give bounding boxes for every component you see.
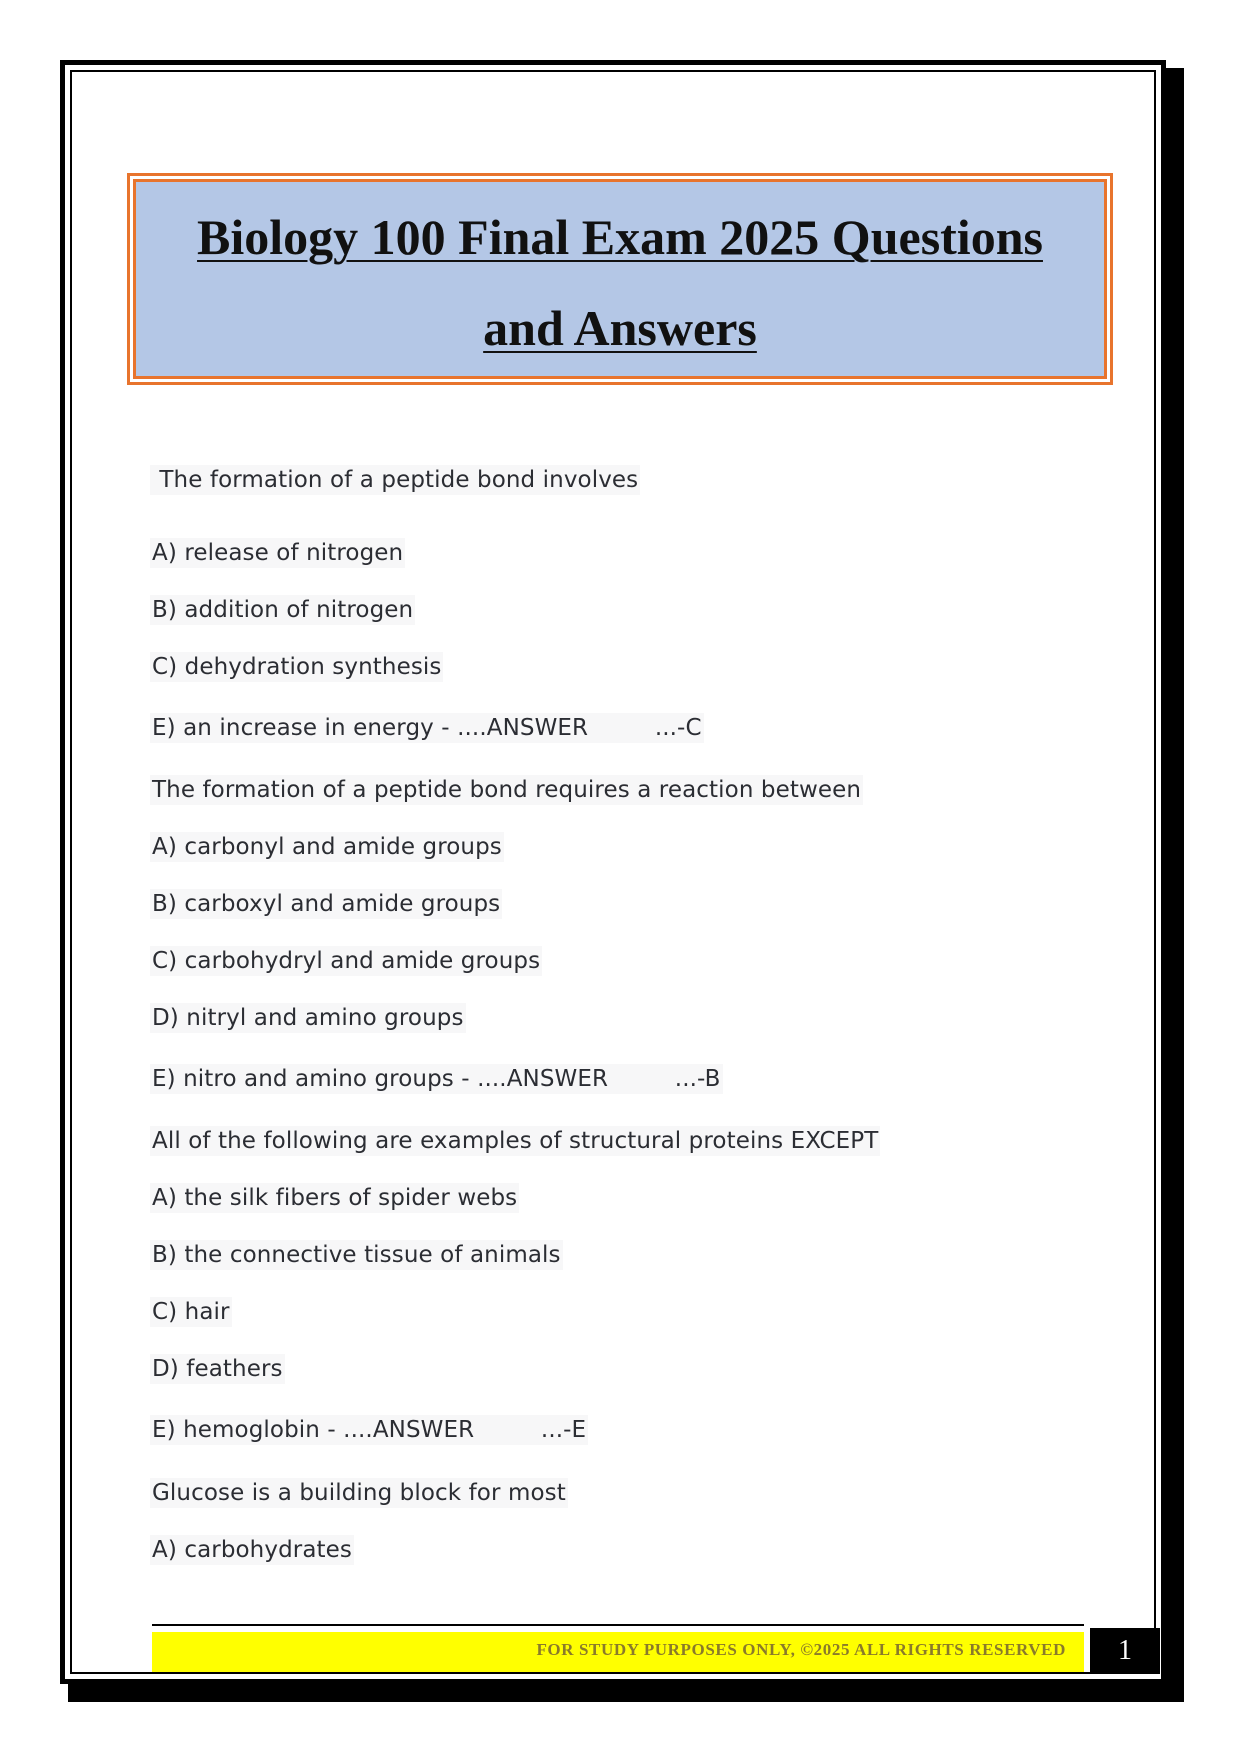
question-3-option-c: C) hair: [152, 1299, 230, 1325]
question-2-answer: E) nitro and amino groups - ....ANSWER ...-B: [152, 1066, 721, 1092]
question-1-option-a: A) release of nitrogen: [152, 540, 404, 566]
footer-bar: [152, 1632, 1084, 1672]
question-2-option-c: C) carbohydryl and amide groups: [152, 948, 541, 974]
question-3-option-d: D) feathers: [152, 1356, 283, 1382]
footer-notice: FOR STUDY PURPOSES ONLY, ©2025 ALL RIGHTS RESERVED: [536, 1640, 1066, 1659]
question-4-option-a: A) carbohydrates: [152, 1537, 352, 1563]
title-banner-inner: [133, 179, 1107, 379]
question-1-option-b: B) addition of nitrogen: [152, 597, 414, 623]
document-title: [136, 182, 1104, 374]
question-1-answer: E) an increase in energy - ....ANSWER ...-C: [152, 715, 702, 741]
title-banner: [127, 173, 1113, 385]
question-3-option-b: B) the connective tissue of animals: [152, 1242, 561, 1268]
question-2-stem: The formation of a peptide bond requires a reaction between: [152, 777, 862, 803]
question-2-option-d: D) nitryl and amino groups: [152, 1005, 464, 1031]
question-4-stem: Glucose is a building block for most: [152, 1480, 566, 1506]
footer-rule: [152, 1624, 1084, 1626]
question-1-stem: The formation of a peptide bond involves: [152, 467, 639, 493]
question-2-option-b: B) carboxyl and amide groups: [152, 891, 501, 917]
title-line-2: and Answers: [483, 300, 757, 356]
title-line-1: Biology 100 Final Exam 2025 Questions: [197, 209, 1043, 265]
question-2-option-a: A) carbonyl and amide groups: [152, 834, 502, 860]
question-1-option-c: C) dehydration synthesis: [152, 654, 442, 680]
page-number: 1: [1090, 1628, 1160, 1674]
question-3-answer: E) hemoglobin - ....ANSWER ...-E: [152, 1417, 587, 1443]
question-3-option-a: A) the silk fibers of spider webs: [152, 1185, 518, 1211]
question-3-stem: All of the following are examples of structural proteins EXCEPT: [152, 1128, 879, 1154]
